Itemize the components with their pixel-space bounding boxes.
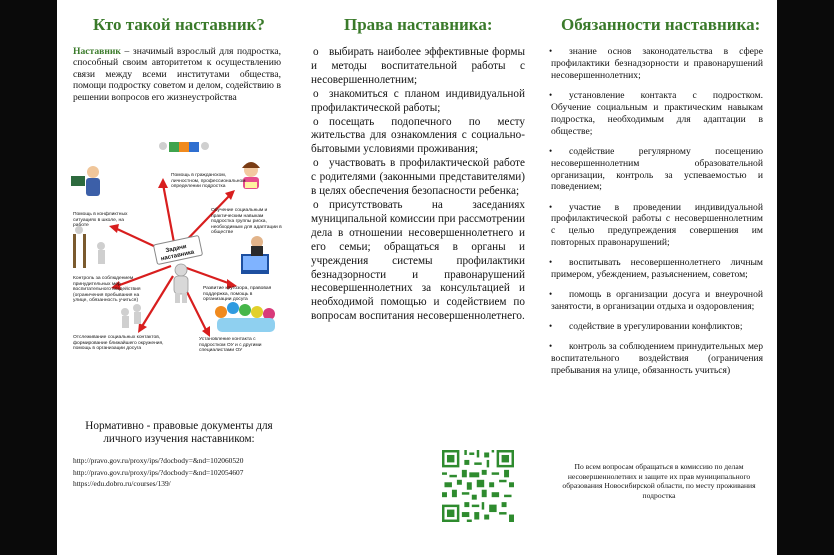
list-item: o присутствовать на заседаниях муниципальной комиссии при рассмотрении дела в отношении несовершеннолетнего и его семьи; обращаться в органы и учреждения системы профилактики безнадзорности и правонарушений несовершеннолетних за консультацией и необходимой помощью и содействием по вопросам воспитания несовершеннолетнего. (311, 199, 525, 324)
column-title: Права наставника: (344, 15, 493, 34)
group-people-icon (215, 302, 275, 332)
gray-figures-icon (121, 304, 141, 328)
duties-list (551, 46, 763, 385)
norm-docs-heading: Нормативно - правовые документы для личного изучения наставником: (85, 420, 273, 445)
list-item: o знакомиться с планом индивидуальной профилактической работы; (311, 88, 525, 116)
link-item[interactable]: http://pravo.gov.ru/proxy/ips/?docbody=&nd=102060520 (73, 456, 244, 465)
intro-term: Наставник (73, 46, 121, 57)
puzzle-figures-icon (159, 142, 209, 152)
list-item: • воспитывать несовершеннолетнего личным примером, убеждением, разъяснением, советом; (551, 257, 763, 281)
column-title: Кто такой наставник? (93, 15, 265, 34)
diagram-label-2: Обучение социальным и практическим навыкам подростка группы риска, необходимым для адаптации в обществе (211, 208, 282, 236)
diagram-label-6: Отслеживание социальных контактов, формирование ближайшего окружения, помощь в организации досуга (73, 335, 164, 352)
links-list (73, 455, 243, 490)
list-item: • помощь в организации досуга и внеурочной занятости, в организации отдыха и оздоровления; (551, 289, 763, 313)
intro-text: – значимый взрослый для подростка, способный своим авторитетом к осуществлению связи между всеми институтами общества, помощи подростку советом и делом, содействию в решении вопросов его жизнеустройства (73, 46, 281, 103)
list-item: o выбирать наиболее эффективные формы и методы воспитательной работы с несовершеннолетним; (311, 46, 525, 88)
ladder-figures-icon (73, 226, 105, 268)
tasks-diagram (71, 136, 283, 366)
diagram-label-5: Развитие кругозора, правовая поддержка, помощь в организации досуга (203, 286, 272, 303)
computer-user-icon (241, 236, 269, 274)
list-item: • установление контакта с подростком. Обучение социальным и практическим навыкам подростка, необходимым для адаптации в обществе; (551, 90, 763, 138)
qr-code-icon[interactable] (442, 450, 514, 522)
list-item: • участие в проведении индивидуальной профилактической работы с несовершеннолетним с целью предупреждения совершения им повторных правонарушений; (551, 202, 763, 250)
link-item[interactable]: https://edu.dobro.ru/courses/139/ (73, 479, 171, 489)
diagram-center-label: Задачи наставника (160, 243, 195, 263)
brochure-sheet (57, 0, 777, 555)
link-item[interactable]: http://pravo.gov.ru/proxy/ips/?docbody=&nd=102054607 (73, 467, 244, 477)
column-title: Обязанности наставника: (561, 15, 761, 34)
diagram-label-3: Помощь в конфликтных ситуациях в школе, на работе (73, 212, 128, 229)
rights-list (311, 46, 525, 324)
diagram-label-7: Установление контакта с подростком ОУ и с другими специалистами ОУ (199, 337, 262, 354)
list-item: o посещать подопечного по месту жительства для ознакомления с социально-бытовыми условиями проживания; (311, 116, 525, 158)
diagram-label-4: Контроль за соблюдением принудительных мер воспитательного воздействия (ограничения пребывания на улице, обязанность учиться) (73, 276, 141, 304)
list-item: • знание основ законодательства в сфере профилактики безнадзорности и правонарушений несовершеннолетних; (551, 46, 763, 82)
list-item: • содействие в урегулировании конфликтов; (551, 321, 763, 333)
list-item: • контроль за соблюдением принудительных мер воспитательного воздействия (ограничения пребывания на улице, обязанность учиться) (551, 341, 763, 377)
teacher-icon (71, 166, 100, 196)
contact-footer: По всем вопросам обращаться в комиссию по делам несовершеннолетних и защите их прав муниципального образования Новосибирской области, по месту проживания подростка (562, 462, 756, 500)
diagram-label-1: Помощь в гражданском, личностном, профессиональном определении подростка (171, 173, 246, 190)
list-item: o участвовать в профилактической работе с родителями (законными представителями) в целях обеспечения безопасности ребенка; (311, 157, 525, 199)
intro-paragraph (73, 46, 281, 103)
list-item: • содействие регулярному посещению несовершеннолетним образовательной организации, контроль за успеваемостью и поведением; (551, 146, 763, 194)
